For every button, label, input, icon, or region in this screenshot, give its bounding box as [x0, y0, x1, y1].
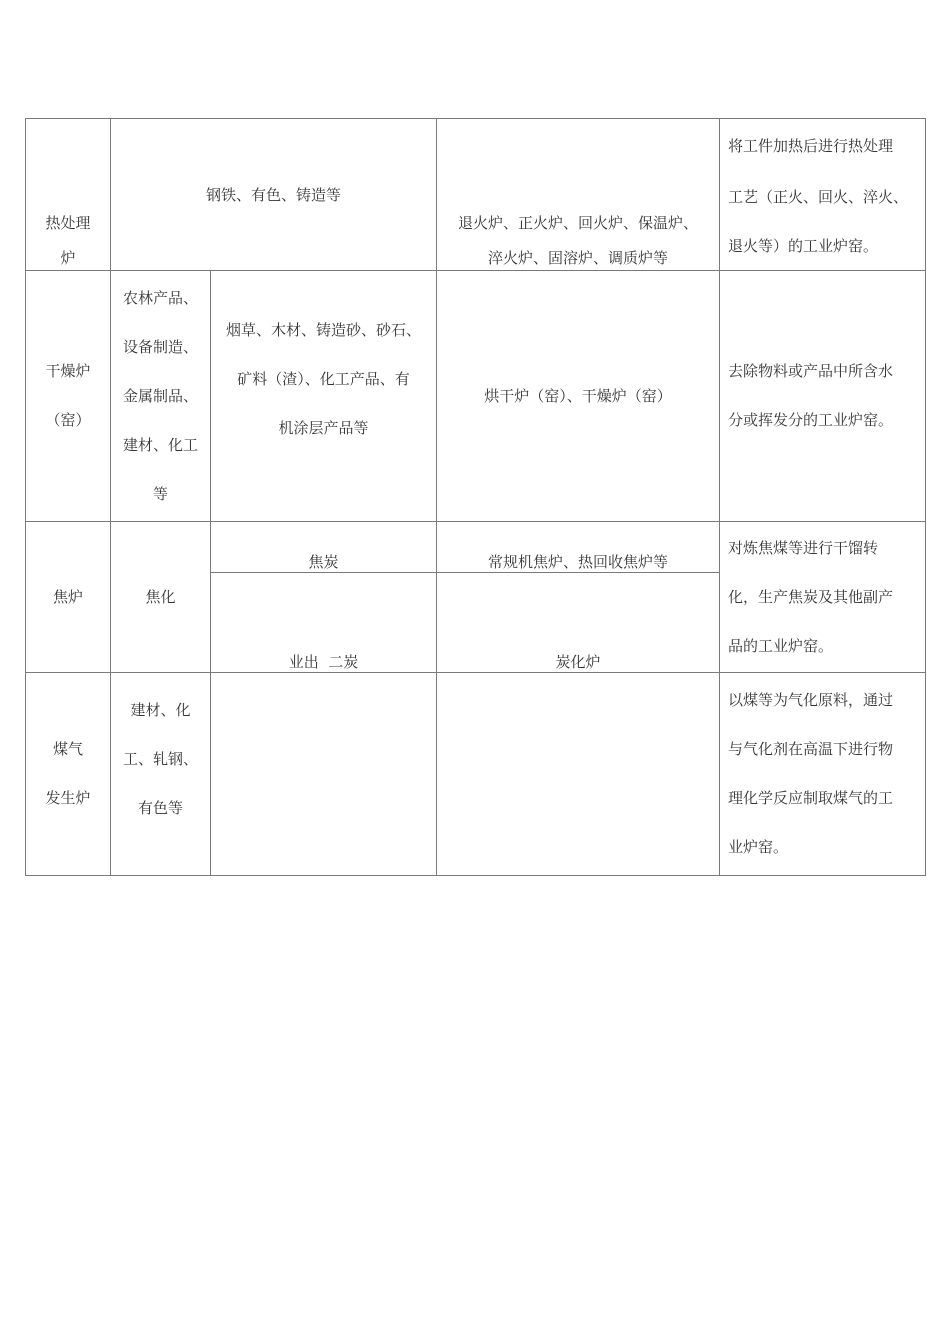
description-line: 分或挥发分的工业炉窑。	[728, 411, 894, 429]
description-line: 理化学反应制取煤气的工	[728, 789, 894, 807]
description-line: 以煤等为气化原料，通过	[728, 691, 894, 709]
type-text: 常规机焦炉、热回收焦炉等	[488, 553, 669, 571]
description-line: 业炉窑。	[728, 838, 789, 856]
type-line: 淬火炉、固溶炉、调质炉等	[488, 249, 669, 267]
table-row-coke-oven	[26, 522, 926, 573]
category-cell	[26, 119, 111, 271]
industry-detail-cell	[211, 271, 437, 522]
description-line: 对炼焦煤等进行干馏转	[728, 538, 879, 557]
category-line: 煤气	[52, 740, 83, 758]
empty-cell	[437, 673, 720, 876]
description-cell	[720, 673, 926, 876]
type-line: 退火炉、正火炉、回火炉、保温炉、	[458, 214, 699, 232]
description-cell	[720, 522, 926, 673]
product-text: 焦炭	[308, 553, 339, 571]
description-line: 化，生产焦炭及其他副产	[728, 587, 894, 606]
description-line: 去除物料或产品中所含水	[728, 362, 894, 380]
type-text: 炭化炉	[555, 653, 601, 671]
category-cell	[26, 271, 111, 522]
type-cell	[437, 573, 720, 673]
empty-cell	[211, 673, 437, 876]
industry-line: 金属制品、	[122, 386, 198, 405]
table-row-drying	[26, 271, 926, 522]
table-row-heat-treatment	[26, 119, 926, 271]
industry-cell	[111, 271, 211, 522]
description-line: 退火等）的工业炉窑。	[728, 236, 879, 255]
industry-text: 焦化	[145, 587, 176, 606]
product-cell	[211, 522, 437, 573]
industry-line: 工、轧钢、	[122, 750, 198, 768]
description-line: 将工件加热后进行热处理	[728, 136, 894, 155]
type-text: 烘干炉（窑）、干燥炉（窑）	[484, 386, 672, 405]
category-text: 焦炉	[52, 587, 83, 606]
industry-line: 农林产品、	[122, 288, 198, 307]
industry-line: 有色等	[137, 799, 183, 817]
industry-line: 建材、化工	[122, 435, 198, 454]
industry-text: 钢铁、有色、铸造等	[206, 186, 342, 204]
industry-line: 设备制造、	[122, 337, 198, 356]
industry-detail-line: 矿料（渣）、化工产品、有	[237, 370, 410, 388]
category-cell	[26, 673, 111, 876]
description-cell	[720, 119, 926, 271]
description-line: 工艺（正火、回火、淬火、	[728, 187, 909, 206]
industry-cell	[111, 119, 437, 271]
description-line: 品的工业炉窑。	[728, 636, 834, 655]
type-cell	[437, 271, 720, 522]
industry-detail-line: 机涂层产品等	[278, 419, 369, 437]
category-line: （窑）	[45, 411, 91, 429]
description-line: 与气化剂在高温下进行物	[728, 740, 894, 758]
industry-cell	[111, 522, 211, 673]
industry-line: 建材、化	[130, 701, 191, 719]
type-cell	[437, 119, 720, 271]
category-cell	[26, 522, 111, 673]
category-line: 热处理	[45, 214, 91, 232]
industry-detail-line: 烟草、木材、铸造砂、砂石、	[226, 321, 422, 339]
product-text: 业出 二炭	[288, 653, 359, 671]
industry-line: 等	[152, 484, 168, 503]
product-cell	[211, 573, 437, 673]
type-cell	[437, 522, 720, 573]
category-line: 发生炉	[45, 789, 91, 807]
industry-cell	[111, 673, 211, 876]
table-row-gas-producer	[26, 673, 926, 876]
furnace-classification-table	[25, 118, 926, 876]
category-line: 炉	[60, 249, 76, 267]
category-line: 干燥炉	[45, 362, 91, 380]
description-cell	[720, 271, 926, 522]
